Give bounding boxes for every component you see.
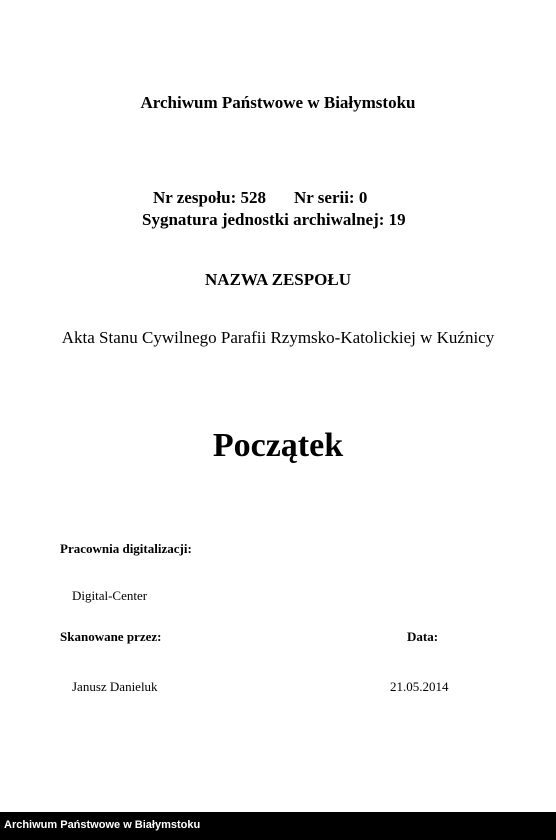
- unit-signature: Sygnatura jednostki archiwalnej: 19: [142, 210, 406, 229]
- fond-name: Akta Stanu Cywilnego Parafii Rzymsko-Katolickiej w Kuźnicy: [61, 328, 495, 347]
- fond-name-heading: NAZWA ZESPOŁU: [205, 270, 351, 289]
- scanned-by-label: Skanowane przez:: [60, 629, 162, 644]
- fond-series-line: [153, 188, 367, 208]
- series-number: Nr serii: 0: [294, 188, 368, 207]
- footer-text: Archiwum Państwowe w Białymstoku: [4, 819, 201, 831]
- scanned-by-value: Janusz Danieluk: [72, 679, 158, 694]
- lab-value: Digital-Center: [72, 588, 148, 603]
- fond-number: Nr zespołu: 528: [153, 188, 267, 207]
- archive-title: Archiwum Państwowe w Białymstoku: [140, 93, 416, 112]
- date-label: Data:: [407, 629, 439, 644]
- date-value: 21.05.2014: [390, 679, 449, 694]
- footer-bar: [0, 812, 556, 840]
- lab-label: Pracownia digitalizacji:: [60, 541, 192, 556]
- start-heading: Początek: [212, 427, 344, 464]
